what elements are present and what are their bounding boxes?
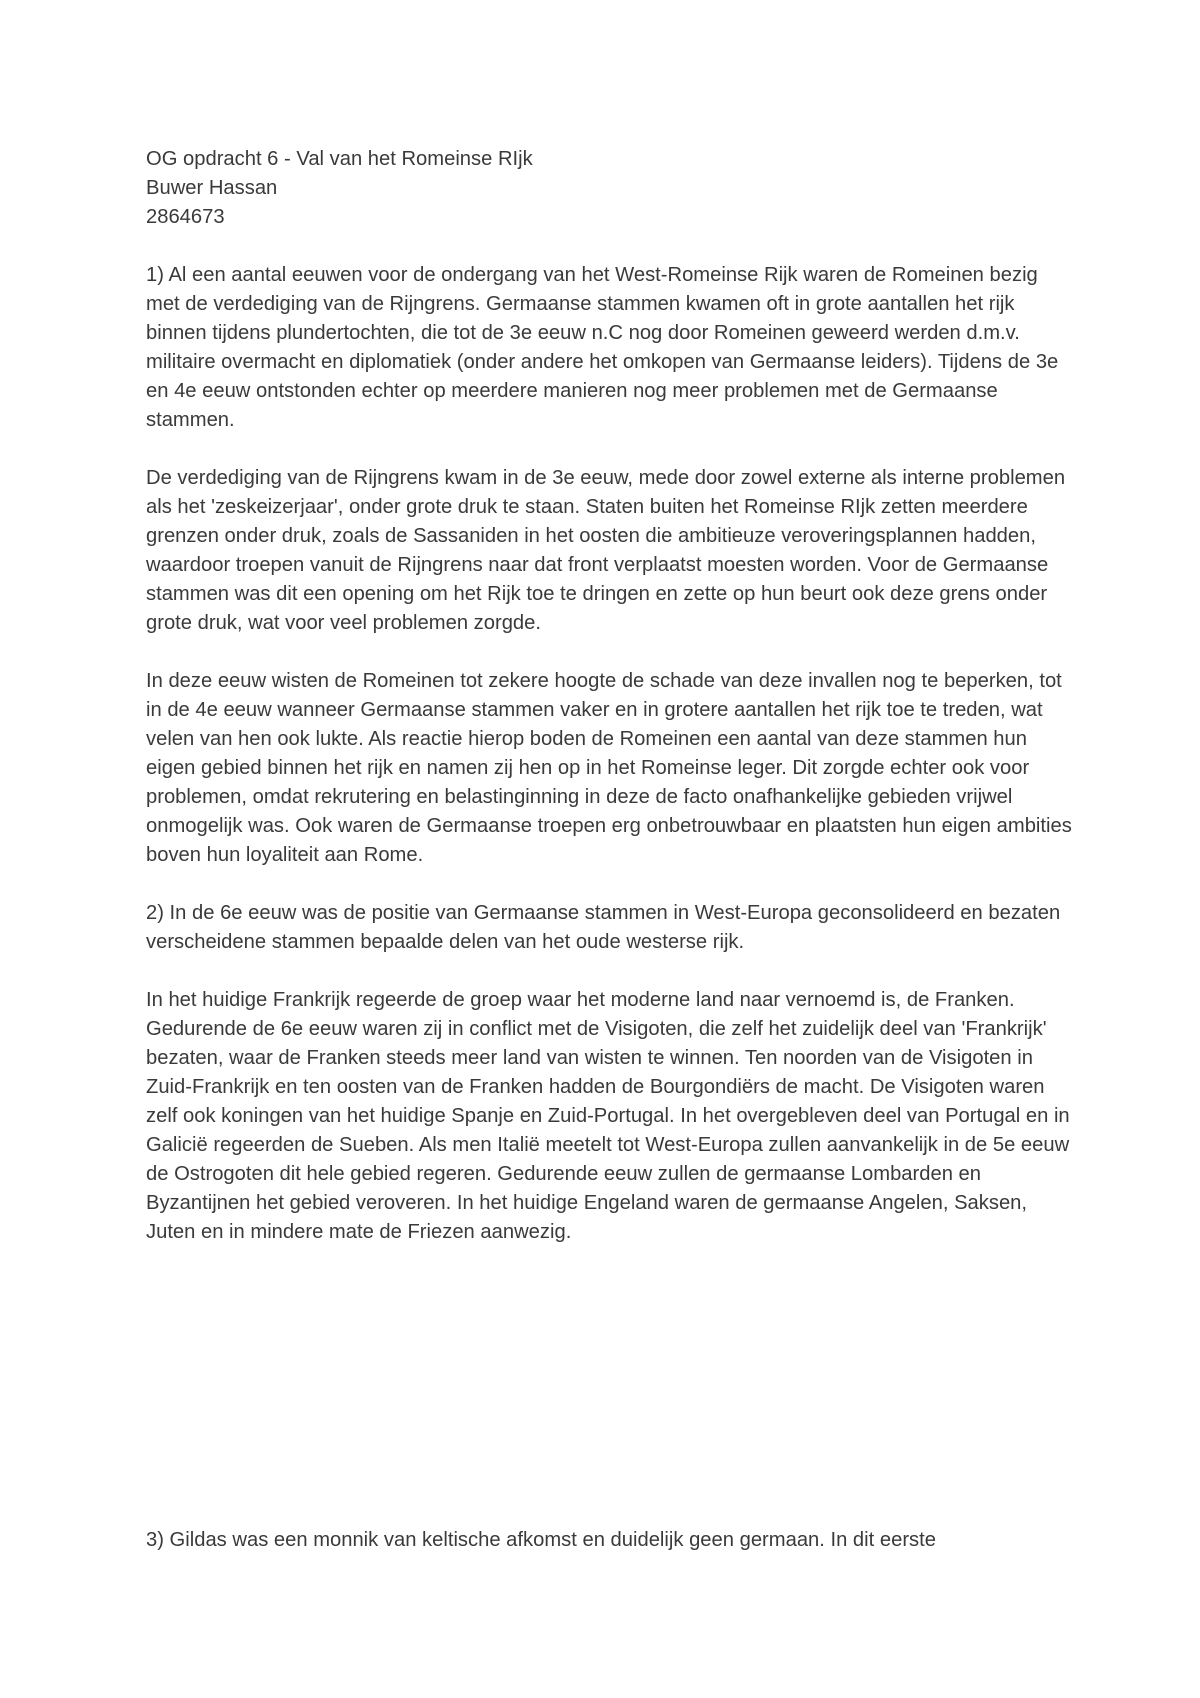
paragraph-3: In deze eeuw wisten de Romeinen tot zekere hoogte de schade van deze invallen nog te beperken, tot in de 4e eeuw wanneer Germaanse stammen vaker en in grotere aantallen het rijk toe te treden, wat velen van hen ook lukte. Als reactie hierop boden de Romeinen een aantal van deze stammen hun eigen gebied binnen het rijk en namen zij hen op in het Romeinse leger. Dit zorgde echter ook voor problemen, omdat rekrutering en belastinginning in deze de facto onafhankelijke gebieden vrijwel onmogelijk was. Ook waren de Germaanse troepen erg onbetrouwbaar en plaatsten hun eigen ambities boven hun loyaliteit aan Rome. xyxy=(146,670,1072,866)
blank-line xyxy=(146,232,1076,261)
paragraph-2: De verdediging van de Rijngrens kwam in de 3e eeuw, mede door zowel externe als interne problemen als het 'zeskeizerjaar', onder grote druk te staan. Staten buiten het Romeinse RIjk zetten meerdere grenzen onder druk, zoals de Sassaniden in het oosten die ambitieuze veroveringsplannen hadden, waardoor troepen vanuit de Rijngrens naar dat front verplaatst moesten worden. Voor de Germaanse stammen was dit een opening om het Rijk toe te dringen en zette op hun beurt ook deze grens onder grote druk, wat voor veel problemen zorgde. xyxy=(146,467,1066,634)
document-body xyxy=(146,145,1076,1247)
paragraph-5: In het huidige Frankrijk regeerde de groep waar het moderne land naar vernoemd is, de Franken. Gedurende de 6e eeuw waren zij in conflict met de Visigoten, die zelf het zuidelijk deel van 'Frankrijk' bezaten, waar de Franken steeds meer land van wisten te winnen. Ten noorden van de Visigoten in Zuid-Frankrijk en ten oosten van de Franken hadden de Bourgondiërs de macht. De Visigoten waren zelf ook koningen van het huidige Spanje en Zuid-Portugal. In het overgebleven deel van Portugal en in Galicië regeerden de Sueben. Als men Italië meetelt tot West-Europa zullen aanvankelijk in de 5e eeuw de Ostrogoten dit hele gebied regeren. Gedurende eeuw zullen de germaanse Lombarden en Byzantijnen het gebied veroveren. In het huidige Engeland waren de germaanse Angelen, Saksen, Juten en in mindere mate de Friezen aanwezig. xyxy=(146,989,1070,1243)
paragraph-1: 1) Al een aantal eeuwen voor de ondergang van het West-Romeinse Rijk waren de Romeinen bezig met de verdediging van de Rijngrens. Germaanse stammen kwamen oft in grote aantallen het rijk binnen tijdens plundertochten, die tot de 3e eeuw n.C nog door Romeinen geweerd werden d.m.v. militaire overmacht en diplomatiek (onder andere het omkopen van Germaanse leiders). Tijdens de 3e en 4e eeuw ontstonden echter op meerdere manieren nog meer problemen met de Germaanse stammen. xyxy=(146,264,1059,431)
author-name: Buwer Hassan xyxy=(146,177,278,199)
student-number: 2864673 xyxy=(146,206,225,228)
document-title: OG opdracht 6 - Val van het Romeinse RIjk xyxy=(146,148,533,170)
paragraph-4: 2) In de 6e eeuw was de positie van Germaanse stammen in West-Europa geconsolideerd en bezaten verscheidene stammen bepaalde delen van het oude westerse rijk. xyxy=(146,902,1061,953)
paragraph-6: 3) Gildas was een monnik van keltische afkomst en duidelijk geen germaan. In dit eerste xyxy=(146,1529,936,1551)
